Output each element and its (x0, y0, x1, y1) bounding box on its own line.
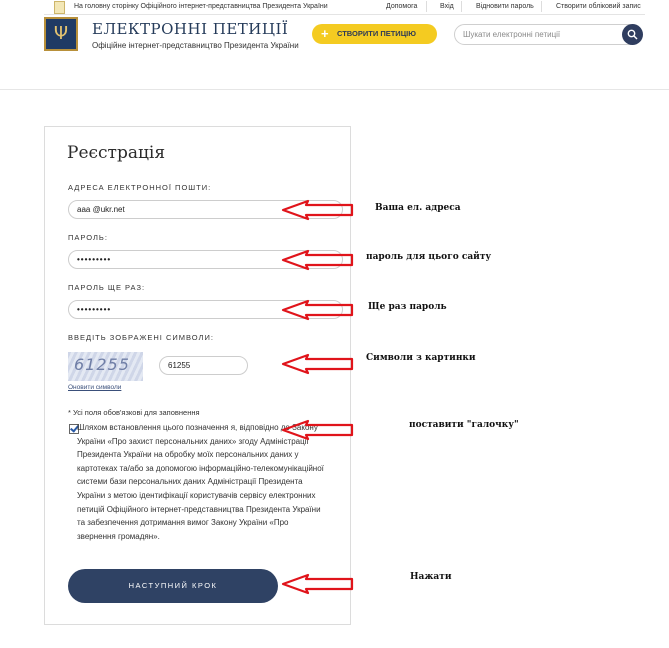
help-link[interactable]: Допомога (386, 3, 418, 10)
annotation-arrow-icon (280, 299, 354, 321)
create-account-link[interactable]: Створити обліковий запис (556, 3, 641, 10)
password-label: ПАРОЛЬ: (68, 233, 108, 242)
restore-password-link[interactable]: Відновити пароль (476, 3, 534, 10)
divider (541, 1, 542, 12)
divider (461, 1, 462, 12)
home-link[interactable]: На головну сторінку Офіційного інтернет-представництва Президента України (74, 3, 328, 10)
coat-of-arms-icon (54, 1, 65, 14)
annotation-captcha: Символи з картинки (366, 353, 476, 363)
required-note: * Усі поля обов'язкові для заповнення (68, 408, 200, 417)
captcha-refresh-link[interactable]: Оновити символи (68, 384, 122, 391)
captcha-image-text: 61255 (74, 355, 130, 374)
captcha-label: ВВЕДІТЬ ЗОБРАЖЕНІ СИМВОЛИ: (68, 333, 214, 342)
password-repeat-label: ПАРОЛЬ ЩЕ РАЗ: (68, 283, 146, 292)
create-petition-label: СТВОРИТИ ПЕТИЦІЮ (337, 29, 416, 38)
search-box (454, 24, 641, 45)
create-petition-button[interactable] (312, 24, 437, 44)
next-step-button[interactable]: НАСТУПНИЙ КРОК (68, 569, 278, 603)
annotation-checkbox: поставити "галочку" (409, 420, 519, 430)
trident-logo-icon[interactable]: Ψ (44, 17, 78, 51)
top-bar (44, 0, 645, 15)
search-input[interactable] (463, 28, 613, 41)
annotation-arrow-icon (280, 199, 354, 221)
divider (426, 1, 427, 12)
login-link[interactable]: Вхід (440, 3, 454, 10)
annotation-arrow-icon (280, 249, 354, 271)
email-label: АДРЕСА ЕЛЕКТРОННОЇ ПОШТИ: (68, 183, 212, 192)
plus-icon: + (321, 26, 329, 41)
annotation-arrow-icon (280, 353, 354, 375)
annotation-email: Ваша ел. адреса (375, 203, 461, 213)
annotation-arrow-icon (280, 419, 354, 441)
search-icon (627, 29, 638, 40)
site-subtitle: Офіційне інтернет-представництво Президента України (92, 41, 299, 50)
page-title: Реєстрація (67, 143, 166, 163)
captcha-field[interactable] (159, 356, 248, 375)
annotation-password-repeat: Ще раз пароль (368, 302, 447, 312)
search-button[interactable] (622, 24, 643, 45)
annotation-password: пароль для цього сайту (366, 252, 492, 262)
annotation-arrow-icon (280, 573, 354, 595)
captcha-image (68, 352, 143, 381)
annotation-next: Нажати (410, 572, 452, 582)
consent-text: Шляхом встановлення цього позначення я, відповідно до Закону України «Про захист персональних даних» згоду Адміністрації Президента України на обробку моїх персональних даних у картотеках та/або за допомогою інформаційно-телекомунікаційної системи бази персональних даних Адміністрації Президента України з метою ідентифікації користувачів сервісу електронних петицій Офіційного інтернет-представництва Президента України та забезпечення дотримання вимог Закону України «Про звернення громадян». (77, 423, 324, 541)
site-title[interactable]: ЕЛЕКТРОННІ ПЕТИЦІЇ (92, 20, 289, 38)
